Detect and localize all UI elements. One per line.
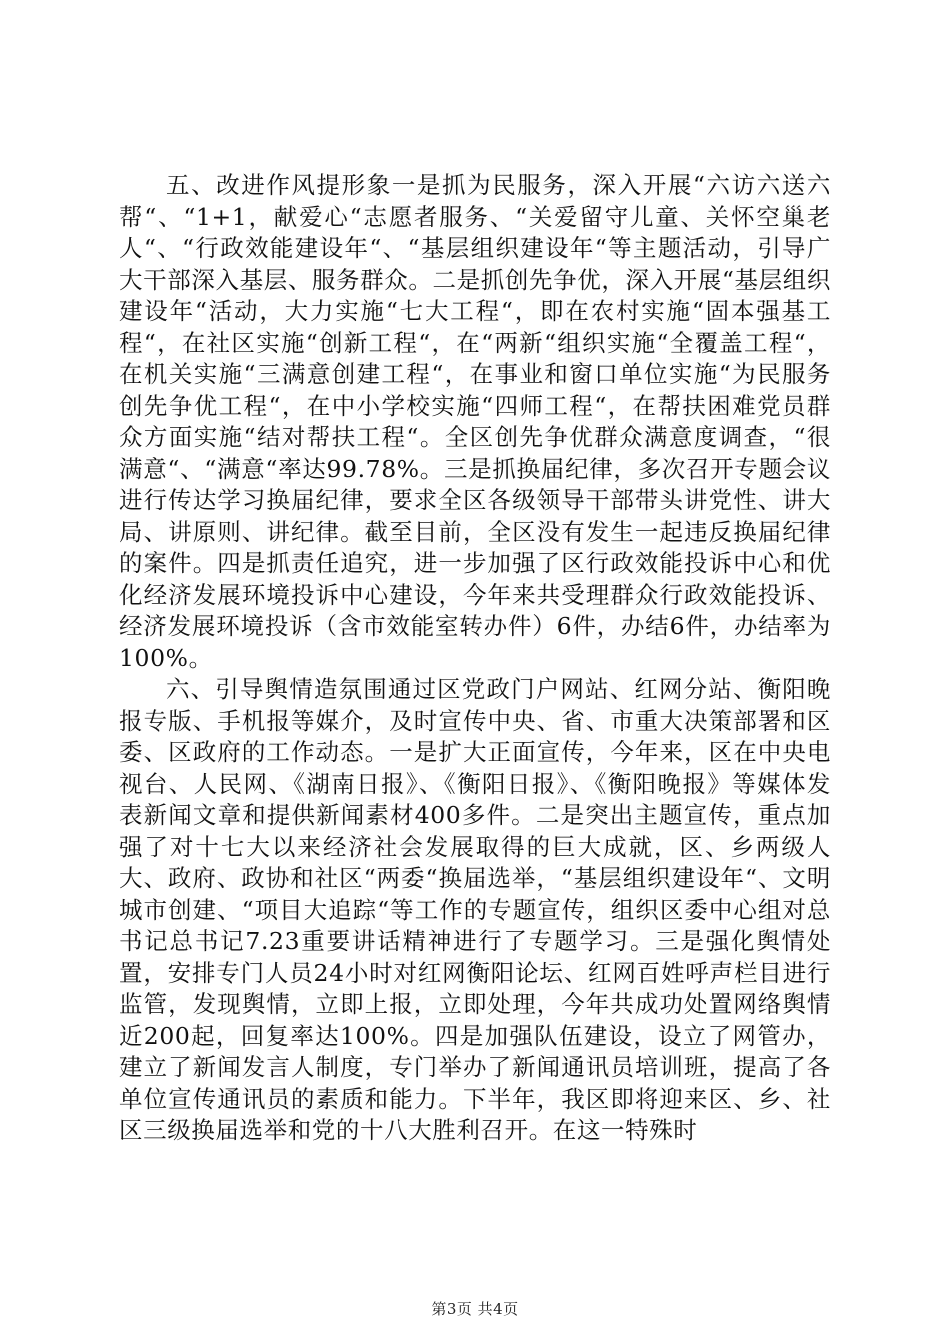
- paragraph-5: 五、改进作风提形象一是抓为民服务，深入开展“六访六送六帮“、“1+1，献爱心“志愿者服务、“关爱留守儿童、关怀空巢老人“、“行政效能建设年“、“基层组织建设年“等主题活动，引导广大干部深入基层、服务群众。二是抓创先争优，深入开展“基层组织建设年“活动，大力实施“七大工程“，即在农村实施“固本强基工程“，在社区实施“创新工程“，在“两新“组织实施“全覆盖工程“，在机关实施“三满意创建工程“，在事业和窗口单位实施“为民服务创先争优工程“，在中小学校实施“四师工程“，在帮扶困难党员群众方面实施“结对帮扶工程“。全区创先争优群众满意度调查，“很满意“、“满意“率达99.78%。三是抓换届纪律，多次召开专题会议进行传达学习换届纪律，要求全区各级领导干部带头讲党性、讲大局、讲原则、讲纪律。截至目前，全区没有发生一起违反换届纪律的案件。四是抓责任追究，进一步加强了区行政效能投诉中心和优化经济发展环境投诉中心建设，今年来共受理群众行政效能投诉、经济发展环境投诉（含市效能室转办件）6件，办结6件，办结率为100%。: [119, 171, 831, 672]
- paragraph-6: 六、引导舆情造氛围通过区党政门户网站、红网分站、衡阳晚报专版、手机报等媒介，及时宣传中央、省、市重大决策部署和区委、区政府的工作动态。一是扩大正面宣传，今年来，区在中央电视台、人民网、《湖南日报》、《衡阳日报》、《衡阳晚报》等媒体发表新闻文章和提供新闻素材400多件。二是突出主题宣传，重点加强了对十七大以来经济社会发展取得的巨大成就，区、乡两级人大、政府、政协和社区“两委“换届选举，“基层组织建设年“、文明城市创建、“项目大追踪“等工作的专题宣传，组织区委中心组对总书记总书记7.23重要讲话精神进行了专题学习。三是强化舆情处置，安排专门人员24小时对红网衡阳论坛、红网百姓呼声栏目进行监管，发现舆情，立即上报，立即处理，今年共成功处置网络舆情近200起，回复率达100%。四是加强队伍建设，设立了网管办，建立了新闻发言人制度，专门举办了新闻通讯员培训班，提高了各单位宣传通讯员的素质和能力。下半年，我区即将迎来区、乡、社区三级换届选举和党的十八大胜利召开。在这一特殊时: [119, 675, 831, 1144]
- document-body: [119, 170, 831, 1147]
- page-number-footer: 第3页 共4页: [431, 1300, 519, 1318]
